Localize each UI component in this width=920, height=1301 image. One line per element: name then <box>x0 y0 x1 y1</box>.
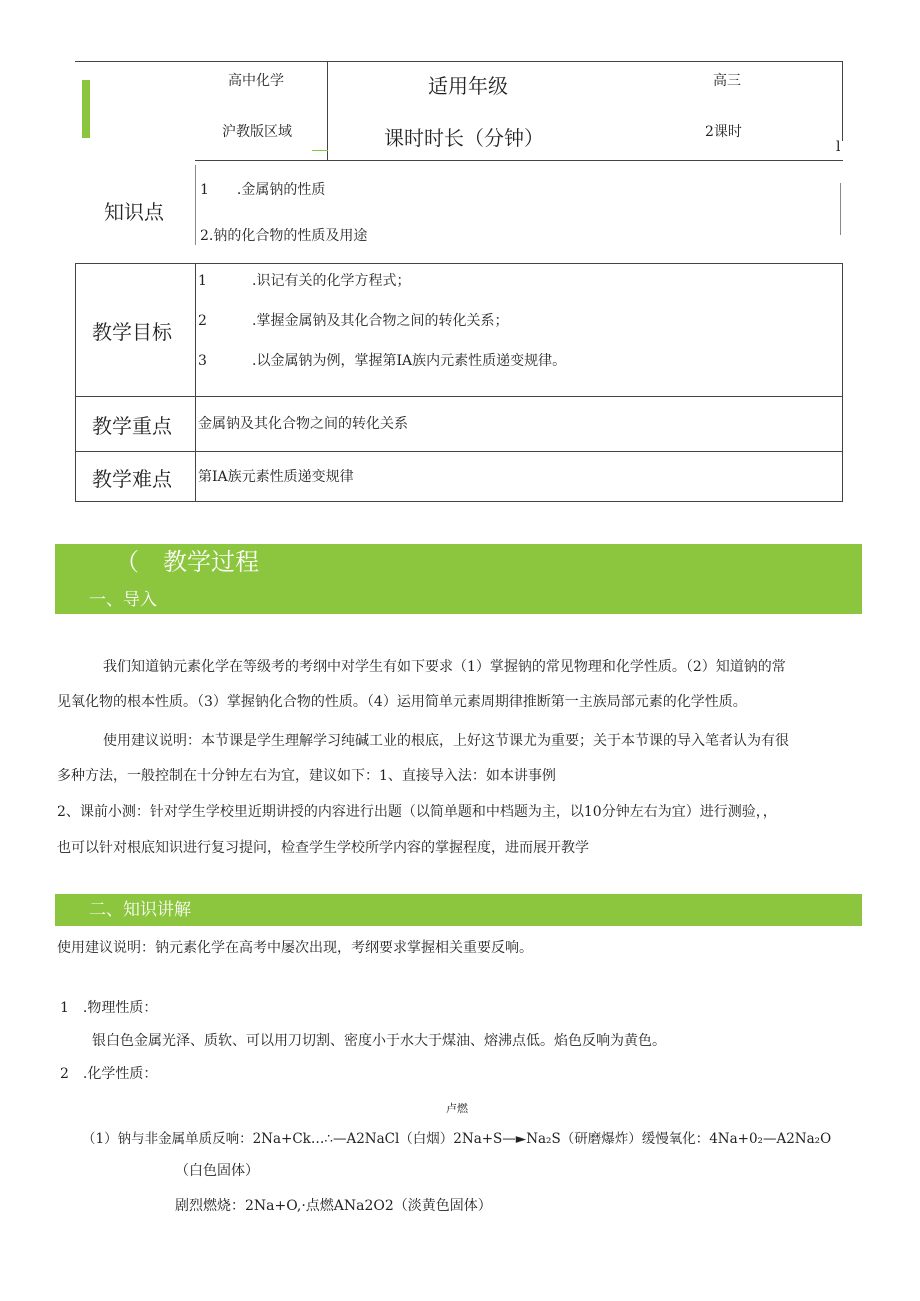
knowledge-item-2: 2.钠的化合物的性质及用途 <box>200 228 368 244</box>
goals-table-row-2 <box>75 451 843 452</box>
intro-p1-line2: 见氧化物的根本性质。（3）掌握钠化合物的性质。（4）运用简单元素周期律推断第一主族局部元素的化学性质。 <box>57 694 747 710</box>
difficulty-text: 第IA族元素性质递变规律 <box>198 469 354 485</box>
intro-p3-line2: 也可以针对根底知识进行复习提问，检查学生学校所学内容的掌握程度，进而展开教学 <box>57 840 589 856</box>
goals-table-divider <box>195 263 196 502</box>
key-text: 金属钠及其化合物之间的转化关系 <box>198 416 408 432</box>
reaction-1-note: （白色固体） <box>175 1163 259 1179</box>
goal-text-2: .掌握金属钠及其化合物之间的转化关系； <box>252 313 509 329</box>
process-band <box>55 544 862 614</box>
header-top-border <box>75 61 843 62</box>
grade-label: 适用年级 <box>428 74 508 98</box>
goals-label: 教学目标 <box>92 320 172 344</box>
edition-label: 沪教版区域 <box>222 124 292 140</box>
green-accent-tick <box>312 150 328 151</box>
section-intro-title: 一、导入 <box>89 590 157 610</box>
physical-props-title: 1 .物理性质： <box>60 1000 158 1016</box>
key-label: 教学重点 <box>92 414 172 438</box>
intro-p1-line1: 我们知道钠元素化学在等级考的考纲中对学生有如下要求（1）掌握钠的常见物理和化学性质。（2）知道钠的常 <box>103 659 786 675</box>
reaction-2: 剧烈燃烧：2Na+O,·点燃ANa2O2（淡黄色固体） <box>175 1198 492 1214</box>
goal-num-1: 1 <box>198 273 207 289</box>
goal-num-3: 3 <box>198 353 207 369</box>
goals-table-right <box>842 263 843 502</box>
intro-p2-line1: 使用建议说明：本节课是学生理解学习纯碱工业的根底，上好这节课尤为重要；关于本节课的导入笔者认为有很 <box>103 733 789 749</box>
goal-text-1: .识记有关的化学方程式； <box>252 273 411 289</box>
knowledge-label: 知识点 <box>104 200 164 224</box>
duration-value: 2课时 <box>705 124 742 140</box>
goal-num-2: 2 <box>198 313 207 329</box>
goals-table-top <box>75 263 843 264</box>
header-right-border <box>842 61 843 141</box>
knowledge-left-border <box>195 165 196 245</box>
section-lecture-title: 二、知识讲解 <box>89 900 191 920</box>
difficulty-label: 教学难点 <box>92 467 172 491</box>
subject-label: 高中化学 <box>228 73 284 89</box>
goals-table-row-1 <box>75 396 843 397</box>
goals-table-bottom <box>75 501 843 502</box>
knowledge-right-border <box>840 183 841 235</box>
header-divider <box>327 61 328 161</box>
process-title: （ 教学过程 <box>115 548 259 576</box>
intro-p2-line2: 多种方法，一般控制在十分钟左右为宜，建议如下：1、直接导入法：如本讲事例 <box>57 768 556 784</box>
duration-label: 课时时长（分钟） <box>384 126 544 150</box>
green-accent-bar <box>82 80 90 138</box>
knowledge-item-1: 1 .金属钠的性质 <box>200 182 326 198</box>
reaction-1: （1）钠与非金属单质反响：2Na+Ck…∴—A2NaCl（白烟）2Na+S—►Na₂S（研磨爆炸）缓慢氧化：4Na+0₂—A2Na₂O <box>82 1131 832 1147</box>
goal-text-3: .以金属钠为例，掌握第IA族内元素性质递变规律。 <box>252 353 567 369</box>
lecture-band <box>55 894 862 926</box>
intro-p3-line1: 2、课前小测：针对学生学校里近期讲授的内容进行出题（以简单题和中档题为主，以10分钟左右为宜）进行测验，， <box>57 804 777 820</box>
ignite-label: 卢燃 <box>446 1102 468 1115</box>
lecture-note: 使用建议说明：钠元素化学在高考中屡次出现，考纲要求掌握相关重要反响。 <box>57 940 533 956</box>
grade-value: 高三 <box>713 73 741 89</box>
goals-table-left <box>75 263 76 502</box>
header-bottom-border <box>195 160 843 161</box>
chemical-props-title: 2 .化学性质： <box>60 1066 158 1082</box>
edge-mark: l <box>836 139 841 155</box>
physical-props-text: 银白色金属光泽、质软、可以用刀切割、密度小于水大于煤油、熔沸点低。焰色反响为黄色。 <box>92 1033 666 1049</box>
